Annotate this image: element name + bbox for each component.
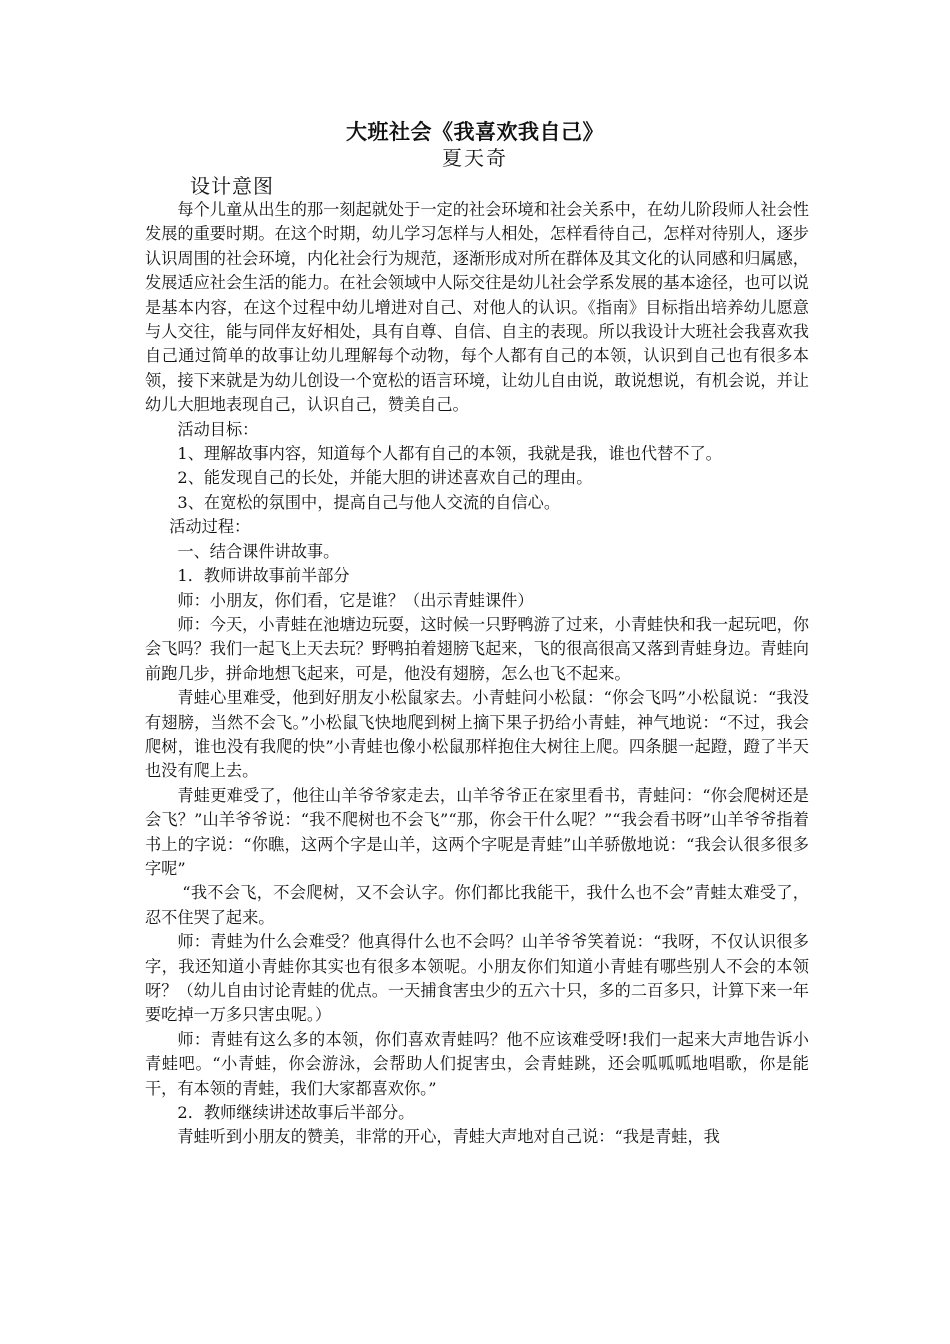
design-intent-heading: 设计意图	[190, 174, 274, 198]
objective-item: 3、在宽松的氛围中，提高自己与他人交流的自信心。	[177, 492, 561, 512]
objective-item: 2、能发现自己的长处，并能大胆的讲述喜欢自己的理由。	[177, 468, 593, 488]
story-paragraph: 师：小朋友，你们看，它是谁？（出示青蛙课件）	[177, 590, 534, 610]
story-paragraph: 师：青蛙有这么多的本领，你们喜欢青蛙吗？他不应该难受呀!我们一起来大声地告诉小青蛙吧。“小青蛙，你会游泳，会帮助人们捉害虫，会青蛙跳，还会呱呱呱地唱歌，你是能干，有本领的青蛙，我们大家都喜欢你。”	[145, 1029, 809, 1098]
process-heading: 活动过程：	[169, 517, 251, 537]
process-substep-heading: 2．教师继续讲述故事后半部分。	[177, 1103, 415, 1123]
story-paragraph: 青蛙听到小朋友的赞美，非常的开心，青蛙大声地对自己说：“我是青蛙，我	[177, 1127, 720, 1147]
story-paragraph: 青蛙心里难受，他到好朋友小松鼠家去。小青蛙问小松鼠：“你会飞吗”小松鼠说：“我没有翅膀，当然不会飞。”小松鼠飞快地爬到树上摘下果子扔给小青蛙，神气地说：“不过，我会爬树，谁也没有我爬的快”小青蛙也像小松鼠那样抱住大树往上爬。四条腿一起蹬，蹬了半天也没有爬上去。	[145, 688, 809, 781]
document-body	[145, 198, 809, 1150]
process-substep-heading: 1．教师讲故事前半部分	[177, 566, 350, 586]
objectives-heading: 活动目标：	[177, 419, 259, 439]
objective-item: 1、理解故事内容，知道每个人都有自己的本领，我就是我，谁也代替不了。	[177, 444, 722, 464]
story-paragraph: 青蛙更难受了，他往山羊爷爷家走去，山羊爷爷正在家里看书，青蛙问：“你会爬树还是会飞？”山羊爷爷说：“我不爬树也不会飞”“那，你会干什么呢？”“我会看书呀”山羊爷爷指着书上的字说：“你瞧，这两个字是山羊，这两个字呢是青蛙”山羊骄傲地说：“我会认很多很多字呢”	[145, 785, 809, 878]
document-author: 夏天奇	[442, 146, 508, 170]
document-title: 大班社会《我喜欢我自己》	[346, 119, 604, 144]
intent-paragraph: 每个儿童从出生的那一刻起就处于一定的社会环境和社会关系中，在幼儿阶段师人社会性发展的重要时期。在这个时期，幼儿学习怎样与人相处，怎样看待自己，怎样对待别人，逐步认识周围的社会环境，内化社会行为规范，逐渐形成对所在群体及其文化的认同感和归属感，发展适应社会生活的能力。在社会领域中人际交往是幼儿社会学系发展的基本途径，也可以说是基本内容，在这个过程中幼儿增进对自己、对他人的认识。《指南》目标指出培养幼儿愿意与人交往，能与同伴友好相处，具有自尊、自信、自主的表现。所以我设计大班社会我喜欢我自己通过简单的故事让幼儿理解每个动物，每个人都有自己的本领，认识到自己也有很多本领，接下来就是为幼儿创设一个宽松的语言环境，让幼儿自由说，敢说想说，有机会说，并让幼儿大胆地表现自己，认识自己，赞美自己。	[145, 200, 809, 415]
story-paragraph: “我不会飞，不会爬树，又不会认字。你们都比我能干，我什么也不会”青蛙太难受了，忍不住哭了起来。	[145, 883, 809, 927]
process-step-heading: 一、结合课件讲故事。	[177, 541, 340, 561]
story-paragraph: 师：青蛙为什么会难受？他真得什么也不会吗？山羊爷爷笑着说：“我呀，不仅认识很多字，我还知道小青蛙你其实也有很多本领呢。小朋友你们知道小青蛙有哪些别人不会的本领呀？（幼儿自由讨论青蛙的优点。一天捕食害虫少的五六十只，多的二百多只，计算下来一年要吃掉一万多只害虫呢。）	[145, 932, 809, 1025]
story-paragraph: 师：今天，小青蛙在池塘边玩耍，这时候一只野鸭游了过来，小青蛙快和我一起玩吧，你会飞吗？我们一起飞上天去玩？野鸭拍着翅膀飞起来，飞的很高很高又落到青蛙身边。青蛙向前跑几步，拼命地想飞起来，可是，他没有翅膀，怎么也飞不起来。	[145, 614, 809, 683]
